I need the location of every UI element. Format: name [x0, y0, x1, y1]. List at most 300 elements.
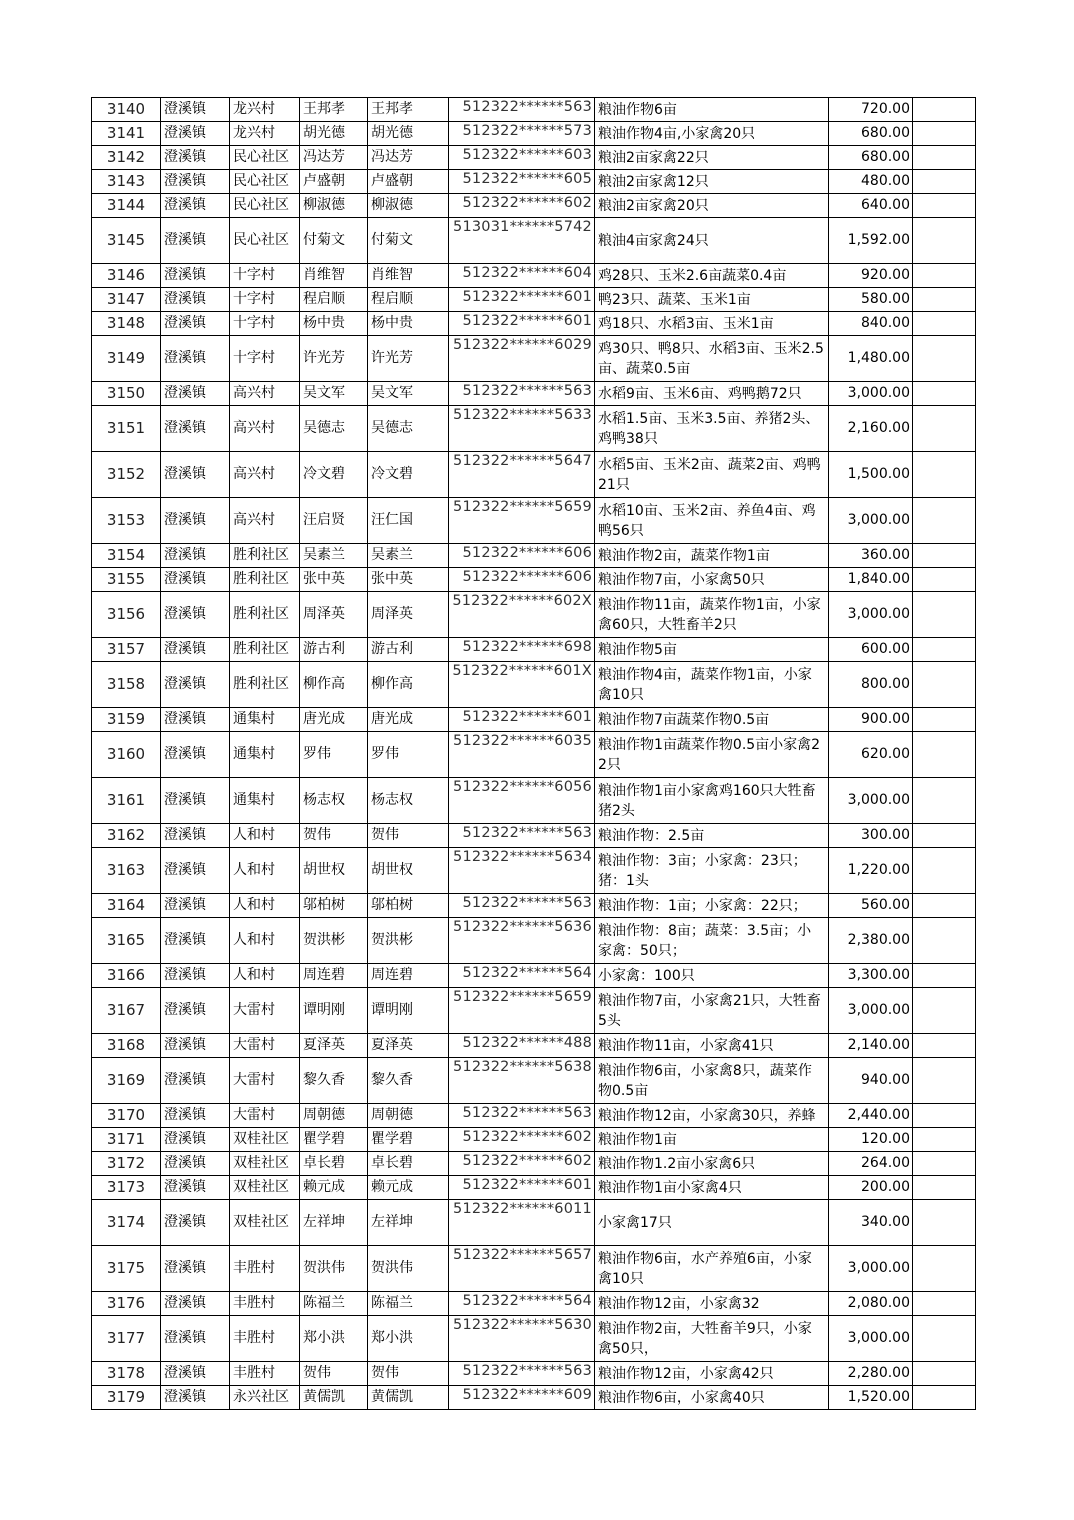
village-cell: 人和村: [230, 848, 300, 894]
table-row: [92, 218, 976, 264]
blank-cell: [913, 988, 976, 1034]
table-row: [92, 170, 976, 194]
town-cell: 澄溪镇: [161, 312, 230, 336]
town-cell: 澄溪镇: [161, 894, 230, 918]
row-number: 3143: [92, 170, 161, 194]
amount-cell: 840.00: [829, 312, 913, 336]
blank-cell: [913, 452, 976, 498]
blank-cell: [913, 964, 976, 988]
amount-cell: 200.00: [829, 1176, 913, 1200]
description-cell: 粮油2亩家禽20只: [595, 194, 829, 218]
table-row: [92, 288, 976, 312]
town-cell: 澄溪镇: [161, 1362, 230, 1386]
blank-cell: [913, 894, 976, 918]
town-cell: 澄溪镇: [161, 662, 230, 708]
table-row: [92, 988, 976, 1034]
table-row: [92, 544, 976, 568]
row-number: 3152: [92, 452, 161, 498]
blank-cell: [913, 1104, 976, 1128]
village-cell: 双桂社区: [230, 1152, 300, 1176]
description-cell: 粮油作物7亩，小家禽21只，大牲畜5头: [595, 988, 829, 1034]
blank-cell: [913, 336, 976, 382]
town-cell: 澄溪镇: [161, 98, 230, 122]
blank-cell: [913, 544, 976, 568]
description-cell: 粮油作物1亩小家禽4只: [595, 1176, 829, 1200]
village-cell: 人和村: [230, 894, 300, 918]
table-row: [92, 1058, 976, 1104]
id-number-cell: 512322******5636: [449, 918, 595, 964]
town-cell: 澄溪镇: [161, 406, 230, 452]
recipient-cell: 唐光成: [368, 708, 449, 732]
description-cell: 粮油作物7亩，小家禽50只: [595, 568, 829, 592]
table-row: [92, 1246, 976, 1292]
name-cell: 付菊文: [300, 218, 368, 264]
amount-cell: 560.00: [829, 894, 913, 918]
town-cell: 澄溪镇: [161, 918, 230, 964]
name-cell: 黎久香: [300, 1058, 368, 1104]
recipient-cell: 贺伟: [368, 824, 449, 848]
recipient-cell: 周泽英: [368, 592, 449, 638]
description-cell: 粮油作物7亩蔬菜作物0.5亩: [595, 708, 829, 732]
village-cell: 十字村: [230, 264, 300, 288]
amount-cell: 2,160.00: [829, 406, 913, 452]
table-row: [92, 1362, 976, 1386]
name-cell: 贺伟: [300, 1362, 368, 1386]
amount-cell: 120.00: [829, 1128, 913, 1152]
description-cell: 鸡30只、鸭8只、水稻3亩、玉米2.5亩、蔬菜0.5亩: [595, 336, 829, 382]
table-row: [92, 638, 976, 662]
town-cell: 澄溪镇: [161, 824, 230, 848]
description-cell: 粮油作物4亩,小家禽20只: [595, 122, 829, 146]
description-cell: 粮油作物2亩，大牲畜羊9只，小家禽50只，: [595, 1316, 829, 1362]
id-number-cell: 512322******609: [449, 1386, 595, 1410]
town-cell: 澄溪镇: [161, 988, 230, 1034]
town-cell: 澄溪镇: [161, 592, 230, 638]
recipient-cell: 瞿学碧: [368, 1128, 449, 1152]
town-cell: 澄溪镇: [161, 122, 230, 146]
amount-cell: 3,300.00: [829, 964, 913, 988]
blank-cell: [913, 288, 976, 312]
table-row: [92, 98, 976, 122]
description-cell: 鸡18只、水稻3亩、玉米1亩: [595, 312, 829, 336]
blank-cell: [913, 1316, 976, 1362]
row-number: 3176: [92, 1292, 161, 1316]
table-row: [92, 592, 976, 638]
blank-cell: [913, 568, 976, 592]
table-row: [92, 568, 976, 592]
name-cell: 杨中贵: [300, 312, 368, 336]
amount-cell: 3,000.00: [829, 382, 913, 406]
town-cell: 澄溪镇: [161, 1152, 230, 1176]
table-row: [92, 336, 976, 382]
row-number: 3145: [92, 218, 161, 264]
row-number: 3155: [92, 568, 161, 592]
name-cell: 柳作高: [300, 662, 368, 708]
recipient-cell: 杨中贵: [368, 312, 449, 336]
row-number: 3146: [92, 264, 161, 288]
amount-cell: 2,380.00: [829, 918, 913, 964]
description-cell: 水稻1.5亩、玉米3.5亩、养猪2头、鸡鸭38只: [595, 406, 829, 452]
recipient-cell: 肖维智: [368, 264, 449, 288]
description-cell: 水稻10亩、玉米2亩、养鱼4亩、鸡鸭56只: [595, 498, 829, 544]
description-cell: 水稻5亩、玉米2亩、蔬菜2亩、鸡鸭21只: [595, 452, 829, 498]
blank-cell: [913, 1058, 976, 1104]
table-row: [92, 1200, 976, 1246]
amount-cell: 1,840.00: [829, 568, 913, 592]
row-number: 3167: [92, 988, 161, 1034]
name-cell: 冷文碧: [300, 452, 368, 498]
id-number-cell: 512322******606: [449, 544, 595, 568]
description-cell: 粮油作物：3亩；小家禽：23只；猪：1头: [595, 848, 829, 894]
description-cell: 粮油2亩家禽22只: [595, 146, 829, 170]
row-number: 3160: [92, 732, 161, 778]
village-cell: 龙兴村: [230, 98, 300, 122]
village-cell: 十字村: [230, 312, 300, 336]
row-number: 3164: [92, 894, 161, 918]
id-number-cell: 512322******601: [449, 708, 595, 732]
blank-cell: [913, 1200, 976, 1246]
row-number: 3170: [92, 1104, 161, 1128]
name-cell: 罗伟: [300, 732, 368, 778]
village-cell: 双桂社区: [230, 1200, 300, 1246]
amount-cell: 300.00: [829, 824, 913, 848]
name-cell: 瞿学碧: [300, 1128, 368, 1152]
table-row: [92, 824, 976, 848]
table-row: [92, 264, 976, 288]
village-cell: 丰胜村: [230, 1246, 300, 1292]
amount-cell: 3,000.00: [829, 498, 913, 544]
table-row: [92, 146, 976, 170]
id-number-cell: 512322******602: [449, 1152, 595, 1176]
town-cell: 澄溪镇: [161, 1200, 230, 1246]
description-cell: 小家禽：100只: [595, 964, 829, 988]
village-cell: 丰胜村: [230, 1316, 300, 1362]
village-cell: 民心社区: [230, 170, 300, 194]
blank-cell: [913, 1362, 976, 1386]
amount-cell: 3,000.00: [829, 988, 913, 1034]
amount-cell: 264.00: [829, 1152, 913, 1176]
recipient-cell: 游古利: [368, 638, 449, 662]
table-row: [92, 312, 976, 336]
row-number: 3157: [92, 638, 161, 662]
row-number: 3175: [92, 1246, 161, 1292]
row-number: 3169: [92, 1058, 161, 1104]
row-number: 3163: [92, 848, 161, 894]
amount-cell: 360.00: [829, 544, 913, 568]
name-cell: 周泽英: [300, 592, 368, 638]
recipient-cell: 冷文碧: [368, 452, 449, 498]
name-cell: 贺伟: [300, 824, 368, 848]
id-number-cell: 512322******488: [449, 1034, 595, 1058]
row-number: 3174: [92, 1200, 161, 1246]
description-cell: 粮油作物6亩，小家禽40只: [595, 1386, 829, 1410]
village-cell: 双桂社区: [230, 1128, 300, 1152]
name-cell: 左祥坤: [300, 1200, 368, 1246]
town-cell: 澄溪镇: [161, 1128, 230, 1152]
blank-cell: [913, 732, 976, 778]
blank-cell: [913, 824, 976, 848]
name-cell: 吴素兰: [300, 544, 368, 568]
description-cell: 粮油作物：1亩；小家禽：22只；: [595, 894, 829, 918]
row-number: 3149: [92, 336, 161, 382]
table-row: [92, 964, 976, 988]
amount-cell: 680.00: [829, 146, 913, 170]
name-cell: 胡世权: [300, 848, 368, 894]
name-cell: 唐光成: [300, 708, 368, 732]
subsidy-table: [91, 97, 976, 1410]
row-number: 3156: [92, 592, 161, 638]
town-cell: 澄溪镇: [161, 708, 230, 732]
name-cell: 贺洪彬: [300, 918, 368, 964]
recipient-cell: 谭明刚: [368, 988, 449, 1034]
village-cell: 大雷村: [230, 1104, 300, 1128]
name-cell: 卓长碧: [300, 1152, 368, 1176]
id-number-cell: 513031******5742: [449, 218, 595, 264]
village-cell: 胜利社区: [230, 568, 300, 592]
town-cell: 澄溪镇: [161, 146, 230, 170]
row-number: 3147: [92, 288, 161, 312]
town-cell: 澄溪镇: [161, 1292, 230, 1316]
row-number: 3159: [92, 708, 161, 732]
blank-cell: [913, 170, 976, 194]
description-cell: 粮油作物2亩，蔬菜作物1亩: [595, 544, 829, 568]
blank-cell: [913, 312, 976, 336]
table-row: [92, 122, 976, 146]
description-cell: 粮油作物12亩，小家禽32: [595, 1292, 829, 1316]
recipient-cell: 吴素兰: [368, 544, 449, 568]
recipient-cell: 付菊文: [368, 218, 449, 264]
id-number-cell: 512322******6056: [449, 778, 595, 824]
table-row: [92, 452, 976, 498]
town-cell: 澄溪镇: [161, 848, 230, 894]
village-cell: 十字村: [230, 288, 300, 312]
id-number-cell: 512322******601: [449, 312, 595, 336]
row-number: 3151: [92, 406, 161, 452]
amount-cell: 3,000.00: [829, 592, 913, 638]
name-cell: 赖元成: [300, 1176, 368, 1200]
name-cell: 冯达芳: [300, 146, 368, 170]
id-number-cell: 512322******5633: [449, 406, 595, 452]
id-number-cell: 512322******573: [449, 122, 595, 146]
id-number-cell: 512322******605: [449, 170, 595, 194]
village-cell: 通集村: [230, 778, 300, 824]
town-cell: 澄溪镇: [161, 1176, 230, 1200]
blank-cell: [913, 662, 976, 708]
amount-cell: 1,520.00: [829, 1386, 913, 1410]
row-number: 3148: [92, 312, 161, 336]
table-row: [92, 194, 976, 218]
amount-cell: 900.00: [829, 708, 913, 732]
table-row: [92, 778, 976, 824]
description-cell: 粮油作物1亩: [595, 1128, 829, 1152]
amount-cell: 1,480.00: [829, 336, 913, 382]
row-number: 3144: [92, 194, 161, 218]
recipient-cell: 程启顺: [368, 288, 449, 312]
description-cell: 粮油作物1.2亩小家禽6只: [595, 1152, 829, 1176]
recipient-cell: 贺洪伟: [368, 1246, 449, 1292]
town-cell: 澄溪镇: [161, 1058, 230, 1104]
name-cell: 周连碧: [300, 964, 368, 988]
town-cell: 澄溪镇: [161, 336, 230, 382]
id-number-cell: 512322******602X: [449, 592, 595, 638]
description-cell: 粮油作物11亩，蔬菜作物1亩，小家禽60只，大牲畜羊2只: [595, 592, 829, 638]
village-cell: 胜利社区: [230, 544, 300, 568]
recipient-cell: 黎久香: [368, 1058, 449, 1104]
name-cell: 吴文军: [300, 382, 368, 406]
village-cell: 高兴村: [230, 498, 300, 544]
town-cell: 澄溪镇: [161, 194, 230, 218]
recipient-cell: 罗伟: [368, 732, 449, 778]
amount-cell: 1,220.00: [829, 848, 913, 894]
village-cell: 高兴村: [230, 382, 300, 406]
village-cell: 胜利社区: [230, 592, 300, 638]
name-cell: 胡光德: [300, 122, 368, 146]
row-number: 3165: [92, 918, 161, 964]
blank-cell: [913, 592, 976, 638]
row-number: 3171: [92, 1128, 161, 1152]
blank-cell: [913, 778, 976, 824]
recipient-cell: 胡世权: [368, 848, 449, 894]
description-cell: 粮油作物12亩，小家禽30只，养蜂: [595, 1104, 829, 1128]
name-cell: 郑小洪: [300, 1316, 368, 1362]
description-cell: 粮油作物：8亩；蔬菜：3.5亩；小家禽：50只；: [595, 918, 829, 964]
blank-cell: [913, 848, 976, 894]
blank-cell: [913, 708, 976, 732]
table-row: [92, 848, 976, 894]
row-number: 3177: [92, 1316, 161, 1362]
recipient-cell: 胡光德: [368, 122, 449, 146]
id-number-cell: 512322******5630: [449, 1316, 595, 1362]
table-body: [92, 98, 976, 1410]
id-number-cell: 512322******563: [449, 1362, 595, 1386]
name-cell: 许光芳: [300, 336, 368, 382]
town-cell: 澄溪镇: [161, 452, 230, 498]
recipient-cell: 柳淑德: [368, 194, 449, 218]
amount-cell: 2,080.00: [829, 1292, 913, 1316]
table-row: [92, 1128, 976, 1152]
id-number-cell: 512322******5657: [449, 1246, 595, 1292]
village-cell: 大雷村: [230, 1058, 300, 1104]
description-cell: 鸡28只、玉米2.6亩蔬菜0.4亩: [595, 264, 829, 288]
recipient-cell: 卓长碧: [368, 1152, 449, 1176]
table-row: [92, 1176, 976, 1200]
blank-cell: [913, 406, 976, 452]
amount-cell: 580.00: [829, 288, 913, 312]
recipient-cell: 左祥坤: [368, 1200, 449, 1246]
row-number: 3154: [92, 544, 161, 568]
amount-cell: 800.00: [829, 662, 913, 708]
row-number: 3178: [92, 1362, 161, 1386]
name-cell: 谭明刚: [300, 988, 368, 1034]
village-cell: 永兴社区: [230, 1386, 300, 1410]
name-cell: 陈福兰: [300, 1292, 368, 1316]
town-cell: 澄溪镇: [161, 170, 230, 194]
description-cell: 小家禽17只: [595, 1200, 829, 1246]
amount-cell: 620.00: [829, 732, 913, 778]
blank-cell: [913, 638, 976, 662]
recipient-cell: 黄儒凯: [368, 1386, 449, 1410]
recipient-cell: 汪仁国: [368, 498, 449, 544]
table-row: [92, 708, 976, 732]
village-cell: 大雷村: [230, 988, 300, 1034]
amount-cell: 1,500.00: [829, 452, 913, 498]
recipient-cell: 张中英: [368, 568, 449, 592]
id-number-cell: 512322******5659: [449, 498, 595, 544]
amount-cell: 600.00: [829, 638, 913, 662]
amount-cell: 940.00: [829, 1058, 913, 1104]
recipient-cell: 周连碧: [368, 964, 449, 988]
village-cell: 胜利社区: [230, 662, 300, 708]
row-number: 3162: [92, 824, 161, 848]
table-row: [92, 1152, 976, 1176]
village-cell: 人和村: [230, 918, 300, 964]
blank-cell: [913, 122, 976, 146]
name-cell: 黄儒凯: [300, 1386, 368, 1410]
village-cell: 通集村: [230, 732, 300, 778]
row-number: 3168: [92, 1034, 161, 1058]
blank-cell: [913, 1152, 976, 1176]
description-cell: 粮油作物4亩，蔬菜作物1亩，小家禽10只: [595, 662, 829, 708]
row-number: 3140: [92, 98, 161, 122]
town-cell: 澄溪镇: [161, 264, 230, 288]
amount-cell: 920.00: [829, 264, 913, 288]
recipient-cell: 卢盛朝: [368, 170, 449, 194]
row-number: 3153: [92, 498, 161, 544]
table-row: [92, 918, 976, 964]
town-cell: 澄溪镇: [161, 498, 230, 544]
blank-cell: [913, 1292, 976, 1316]
table-row: [92, 894, 976, 918]
blank-cell: [913, 218, 976, 264]
id-number-cell: 512322******564: [449, 1292, 595, 1316]
recipient-cell: 周朝德: [368, 1104, 449, 1128]
recipient-cell: 吴文军: [368, 382, 449, 406]
amount-cell: 1,592.00: [829, 218, 913, 264]
table-row: [92, 1104, 976, 1128]
id-number-cell: 512322******602: [449, 1128, 595, 1152]
id-number-cell: 512322******6029: [449, 336, 595, 382]
id-number-cell: 512322******698: [449, 638, 595, 662]
amount-cell: 340.00: [829, 1200, 913, 1246]
blank-cell: [913, 1128, 976, 1152]
recipient-cell: 贺洪彬: [368, 918, 449, 964]
name-cell: 卢盛朝: [300, 170, 368, 194]
town-cell: 澄溪镇: [161, 288, 230, 312]
recipient-cell: 邬柏树: [368, 894, 449, 918]
name-cell: 柳淑德: [300, 194, 368, 218]
name-cell: 吴德志: [300, 406, 368, 452]
id-number-cell: 512322******601X: [449, 662, 595, 708]
table-row: [92, 732, 976, 778]
blank-cell: [913, 98, 976, 122]
id-number-cell: 512322******5638: [449, 1058, 595, 1104]
name-cell: 夏泽英: [300, 1034, 368, 1058]
village-cell: 丰胜村: [230, 1362, 300, 1386]
id-number-cell: 512322******601: [449, 288, 595, 312]
town-cell: 澄溪镇: [161, 638, 230, 662]
id-number-cell: 512322******5659: [449, 988, 595, 1034]
village-cell: 十字村: [230, 336, 300, 382]
row-number: 3150: [92, 382, 161, 406]
village-cell: 通集村: [230, 708, 300, 732]
village-cell: 高兴村: [230, 452, 300, 498]
description-cell: 粮油4亩家禽24只: [595, 218, 829, 264]
row-number: 3141: [92, 122, 161, 146]
id-number-cell: 512322******563: [449, 1104, 595, 1128]
description-cell: 粮油作物11亩，小家禽41只: [595, 1034, 829, 1058]
blank-cell: [913, 382, 976, 406]
description-cell: 粮油作物：2.5亩: [595, 824, 829, 848]
